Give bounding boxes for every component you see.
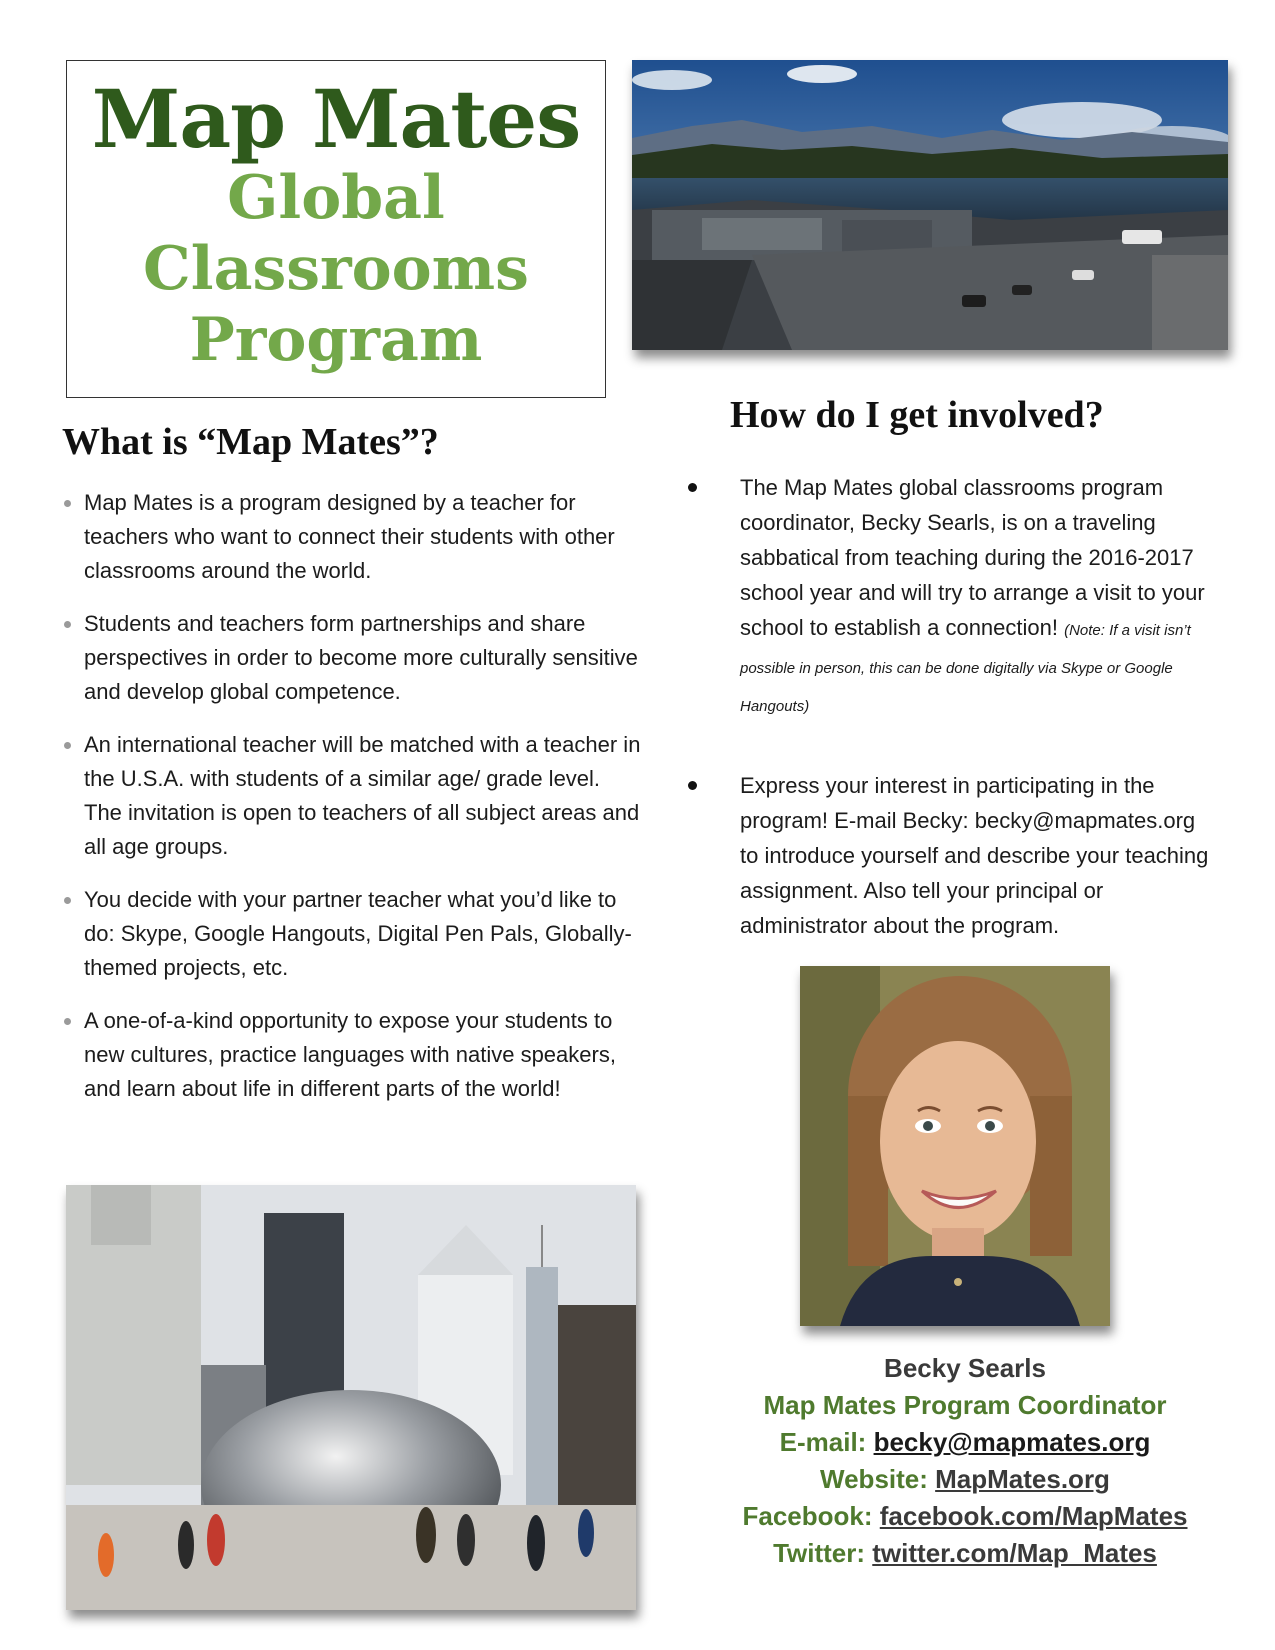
list-item: [684, 470, 1219, 724]
website-link[interactable]: MapMates.org: [935, 1464, 1110, 1494]
title-main: Map Mates: [91, 72, 581, 166]
list-item: An international teacher will be matched with a teacher in the U.S.A. with students of a similar age/ grade level. The invitation is open to teachers of all subject areas and all age groups.: [62, 728, 642, 864]
title-box: [66, 60, 606, 398]
twitter-link[interactable]: twitter.com/Map_Mates: [872, 1538, 1157, 1568]
contact-name: Becky Searls: [884, 1353, 1046, 1383]
facebook-label: Facebook:: [742, 1501, 880, 1531]
title-line-global: Global: [227, 163, 445, 233]
contact-role: Map Mates Program Coordinator: [763, 1390, 1167, 1420]
how-list: [684, 470, 1219, 943]
facebook-line: [700, 1498, 1230, 1535]
email-line: [700, 1424, 1230, 1461]
list-item: Express your interest in participating in the program! E-mail Becky: becky@mapmates.org to introduce yourself and describe your teaching assignment. Also tell your principal or administrator about the program.: [684, 768, 1219, 943]
email-link[interactable]: becky@mapmates.org: [873, 1427, 1151, 1457]
list-item: You decide with your partner teacher what you’d like to do: Skype, Google Hangouts, Digital Pen Pals, Globally-themed projects, etc.: [62, 883, 642, 985]
twitter-line: [700, 1535, 1230, 1572]
becky-portrait-photo: [800, 966, 1110, 1326]
website-line: [700, 1461, 1230, 1498]
title-line-program: Program: [189, 305, 483, 375]
lakeside-town-photo: [632, 60, 1228, 350]
how-to-get-involved-heading: How do I get involved?: [730, 394, 1104, 436]
email-label: E-mail:: [779, 1427, 874, 1457]
facebook-link[interactable]: facebook.com/MapMates: [879, 1501, 1188, 1531]
list-item: A one-of-a-kind opportunity to expose your students to new cultures, practice languages with native speakers, and learn about life in different parts of the world!: [62, 1004, 642, 1106]
website-label: Website:: [820, 1464, 936, 1494]
twitter-label: Twitter:: [773, 1538, 873, 1568]
what-list: [62, 486, 642, 1125]
what-is-map-mates-heading: What is “Map Mates”?: [62, 421, 439, 463]
title-line-classrooms: Classrooms: [143, 234, 529, 304]
list-item: Map Mates is a program designed by a teacher for teachers who want to connect their students with other classrooms around the world.: [62, 486, 642, 588]
how-item-note: (Note: If a visit isn’t possible in person, this can be done digitally via Skype or Google Hangouts): [740, 622, 1191, 715]
list-item: Students and teachers form partnerships and share perspectives in order to become more culturally sensitive and develop global competence.: [62, 607, 642, 709]
contact-block: [700, 1350, 1230, 1572]
how-item-text: The Map Mates global classrooms program coordinator, Becky Searls, is on a traveling sabbatical from teaching during the 2016-2017 school year and will try to arrange a visit to your school to establish a connection!: [740, 475, 1205, 640]
city-sculpture-photo: [66, 1185, 636, 1610]
